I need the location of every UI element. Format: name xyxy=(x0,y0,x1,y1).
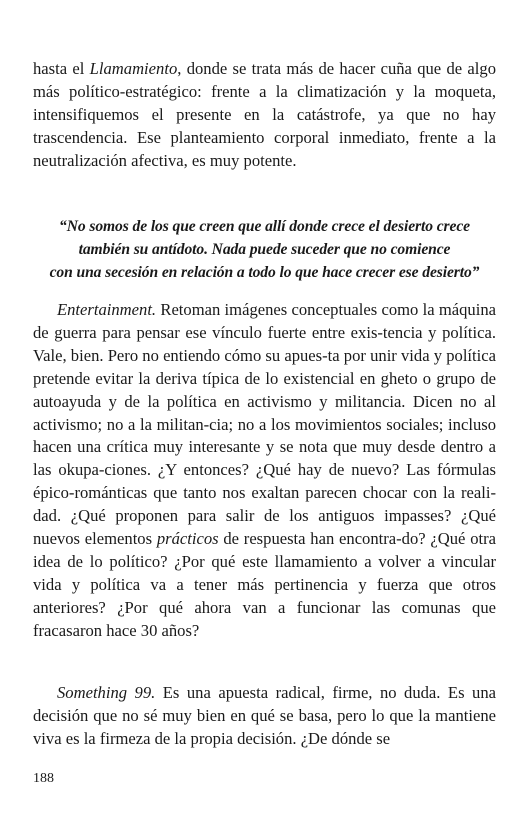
paragraph-2-body-a: Retoman imágenes conceptuales como la máquina de guerra para pensar ese vínculo fuerte entre exis-tencia y política. Vale, bien. Pero no entiendo cómo su apues-ta por unir vida y política pretende evitar la deriva típica de lo existencial en gheto o grupo de autoayuda y de la política en activismo y militancia. Dicen no al activismo; no a la militan-cia; no a los movimientos sociales; incluso hacen una crítica muy interesante y se nota que muy desde dentro a las okupa-ciones. ¿Y entonces? ¿Qué hay de nuevo? Las fórmulas épico-románticas que tanto nos exaltan parecen chocar con la reali-dad. ¿Qué proponen para salir de los antiguos impasses? ¿Qué nuevos elementos xyxy=(33,300,496,549)
paragraph-2-lead: Entertainment. xyxy=(57,300,157,319)
pull-quote-line-3: con una secesión en relación a todo lo que hace crecer ese desierto” xyxy=(49,264,480,281)
paragraph-1-pre: hasta el xyxy=(33,59,90,78)
paragraph-3-body: Es una apuesta radical, firme, no duda. Es una decisión que no sé muy bien en qué se basa, pero lo que la mantiene viva es la firmeza de la propia decisión. ¿De dónde se xyxy=(33,683,496,748)
paragraph-2 xyxy=(33,299,496,643)
page-number: 188 xyxy=(33,771,54,786)
pull-quote-line-1: “No somos de los que creen que allí donde crece el desierto crece xyxy=(59,218,470,235)
pull-quote xyxy=(33,215,496,284)
pull-quote-line-2: también su antídoto. Nada puede suceder que no comience xyxy=(78,241,451,258)
paragraph-1-body: , donde se trata más de hacer cuña que de algo más político-estratégico: frente a la climatización y la moqueta, intensifiquemos el presente en la catástrofe, ya que no hay trascendencia. Ese planteamiento corporal inmediato, frente a la neutralización afectiva, es muy potente. xyxy=(33,59,496,170)
paragraph-3-lead: Something 99. xyxy=(57,683,156,702)
paragraph-3 xyxy=(33,682,496,751)
book-title-llamamiento: Llamamiento xyxy=(89,59,178,78)
paragraph-2-body-b: de respuesta han encontra-do? ¿Qué otra idea de lo político? ¿Por qué este llamamiento a volver a vincular vida y política va a tener más pertinencia y fuerza que otros anteriores? ¿Por qué ahora van a funcionar las comunas que fracasaron hace 30 años? xyxy=(33,529,496,640)
paragraph-1 xyxy=(33,58,496,173)
paragraph-2-emphasis: prácticos xyxy=(156,529,219,549)
